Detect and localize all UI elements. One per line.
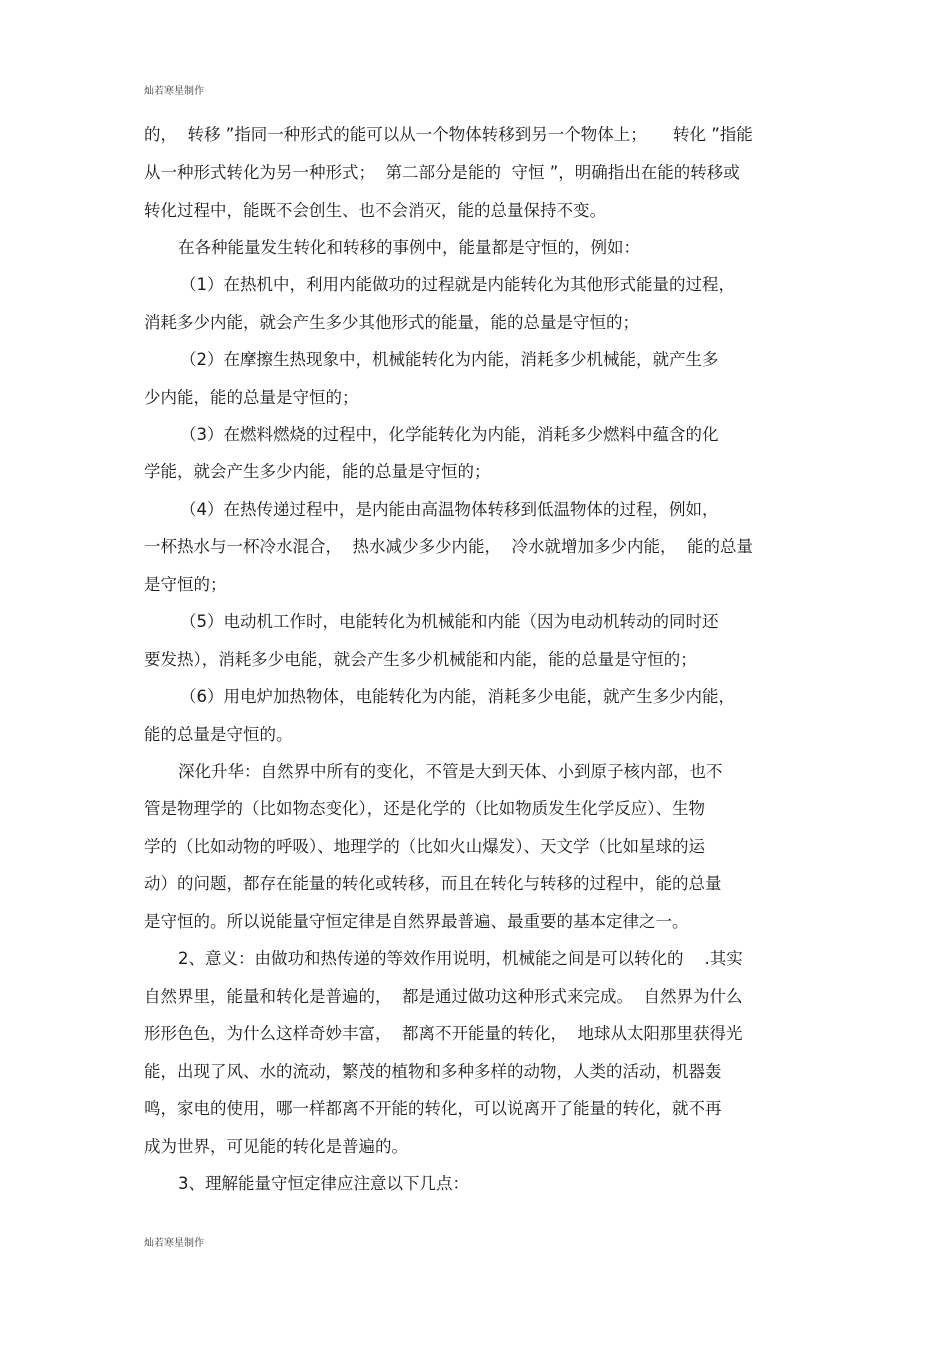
text-line: 一杯热水与一杯冷水混合， 热水减少多少内能， 冷水就增加多少内能， 能的总量 bbox=[144, 537, 753, 556]
text-line: 在各种能量发生转化和转移的事例中，能量都是守恒的，例如： bbox=[178, 238, 640, 257]
text-line: 要发热），消耗多少电能，就会产生多少机械能和内能，能的总量是守恒的； bbox=[144, 650, 697, 669]
text-line: 学的（比如动物的呼吸）、地理学的（比如火山爆发）、天文学（比如星球的运 bbox=[144, 837, 705, 856]
page-header-watermark: 灿若寒星制作 bbox=[144, 86, 204, 97]
text-line: 能的总量是守恒的。 bbox=[144, 725, 293, 744]
text-line: 是守恒的； bbox=[144, 575, 227, 594]
text-line: （5）电动机工作时，电能转化为机械能和内能（因为电动机转动的同时还 bbox=[180, 612, 719, 631]
text-line: 学能，就会产生多少内能，能的总量是守恒的； bbox=[144, 462, 491, 481]
text-line: 的， 转移 ”指同一种形式的能可以从一个物体转移到另一个物体上； 转化 ”指能 bbox=[144, 125, 753, 144]
text-line: （3）在燃料燃烧的过程中，化学能转化为内能，消耗多少燃料中蕴含的化 bbox=[180, 425, 719, 444]
text-line: 从一种形式转化为另一种形式； 第二部分是能的 守恒 ”，明确指出在能的转移或 bbox=[144, 163, 740, 182]
text-line: （1）在热机中，利用内能做功的过程就是内能转化为其他形式能量的过程， bbox=[180, 275, 735, 294]
text-line: 鸣，家电的使用，哪一样都离不开能的转化，可以说离开了能量的转化，就不再 bbox=[144, 1099, 722, 1118]
text-line: 少内能，能的总量是守恒的； bbox=[144, 388, 359, 407]
text-line: 3、理解能量守恒定律应注意以下几点： bbox=[178, 1174, 469, 1193]
text-line: 管是物理学的（比如物态变化），还是化学的（比如物质发生化学反应）、生物 bbox=[144, 799, 705, 818]
text-line: 成为世界，可见能的转化是普遍的。 bbox=[144, 1137, 408, 1156]
text-line: 转化过程中，能既不会创生、也不会消灭，能的总量保持不变。 bbox=[144, 201, 606, 220]
text-line: 是守恒的。所以说能量守恒定律是自然界最普遍、最重要的基本定律之一。 bbox=[144, 912, 689, 931]
text-line: 深化升华：自然界中所有的变化，不管是大到天体、小到原子核内部，也不 bbox=[178, 762, 723, 781]
text-line: 能，出现了风、水的流动，繁茂的植物和多种多样的动物，人类的活动，机器轰 bbox=[144, 1062, 722, 1081]
text-line: （4）在热传递过程中，是内能由高温物体转移到低温物体的过程，例如， bbox=[180, 500, 719, 519]
text-line: （6）用电炉加热物体，电能转化为内能，消耗多少电能，就产生多少内能， bbox=[180, 687, 735, 706]
text-line: 形形色色，为什么这样奇妙丰富， 都离不开能量的转化， 地球从太阳那里获得光 bbox=[144, 1024, 743, 1043]
text-line: 2、意义：由做功和热传递的等效作用说明，机械能之间是可以转化的 .其实 bbox=[178, 949, 743, 968]
text-line: （2）在摩擦生热现象中，机械能转化为内能，消耗多少机械能，就产生多 bbox=[180, 350, 719, 369]
page-footer-watermark: 灿若寒星制作 bbox=[144, 1238, 204, 1249]
text-line: 动）的问题，都存在能量的转化或转移，而且在转化与转移的过程中，能的总量 bbox=[144, 874, 722, 893]
text-line: 自然界里，能量和转化是普遍的， 都是通过做功这种形式来完成。 自然界为什么 bbox=[144, 987, 743, 1006]
text-line: 消耗多少内能，就会产生多少其他形式的能量，能的总量是守恒的； bbox=[144, 313, 639, 332]
